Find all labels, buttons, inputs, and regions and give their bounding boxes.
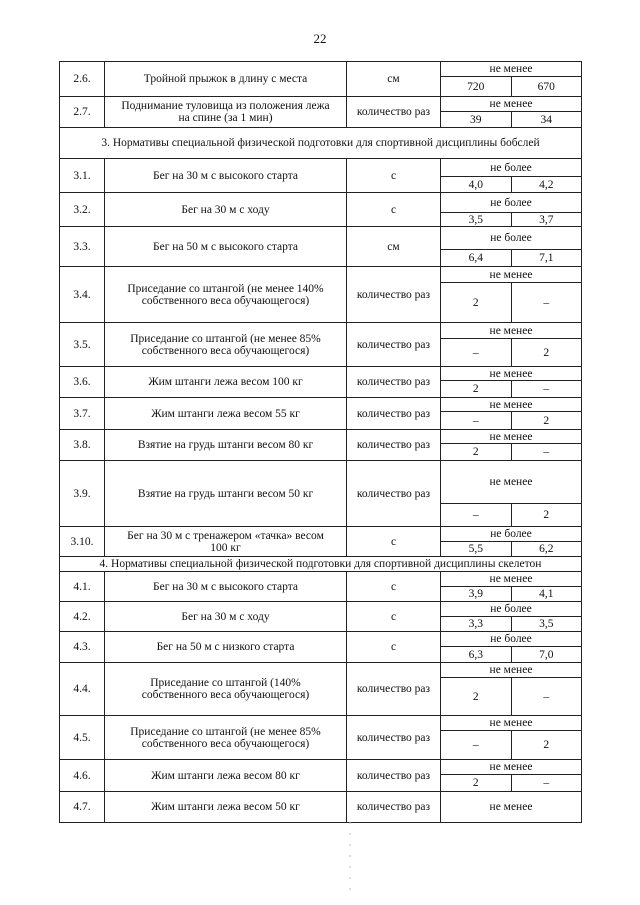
unit: количество раз (347, 792, 441, 823)
norm-value-1: 4,0 (468, 178, 483, 191)
unit: количество раз (347, 430, 441, 461)
exercise-name: Поднимание туловища из положения лежа на спине (за 1 мин) (105, 97, 347, 128)
item-number: 3.1. (60, 159, 105, 193)
norm-values (441, 602, 582, 632)
norm-label: не менее (441, 760, 581, 775)
norm-value-2: – (511, 283, 582, 322)
table-row (60, 792, 582, 823)
unit: с (347, 159, 441, 193)
norm-values (441, 62, 582, 97)
section-title: 3. Нормативы специальной физической подготовки для спортивной дисциплины бобслей (60, 128, 582, 159)
unit: количество раз (347, 461, 441, 527)
norm-label: не более (441, 227, 581, 250)
unit: количество раз (347, 323, 441, 367)
exercise-name: Жим штанги лежа весом 80 кг (105, 760, 347, 792)
norm-label: не более (441, 632, 581, 647)
item-number: 2.6. (60, 62, 105, 97)
exercise-name: Тройной прыжок в длину с места (105, 62, 347, 97)
table-row (60, 716, 582, 760)
norm-value-1: 720 (467, 80, 485, 93)
item-number: 3.6. (60, 367, 105, 398)
norm-values (441, 572, 582, 602)
norm-values (441, 193, 582, 227)
table-row (60, 527, 582, 557)
norm-values (441, 323, 582, 367)
table-row (60, 602, 582, 632)
norm-value-1: 6,3 (468, 648, 483, 661)
exercise-name: Бег на 50 м с низкого старта (105, 632, 347, 663)
table-row (60, 461, 582, 527)
norm-values (441, 398, 582, 430)
norm-value-2: 670 (511, 77, 582, 96)
norm-value-1: 39 (470, 113, 482, 126)
unit: количество раз (347, 760, 441, 792)
item-number: 4.5. (60, 716, 105, 760)
norm-values (441, 716, 582, 760)
unit: с (347, 527, 441, 557)
norm-label: не более (441, 159, 581, 177)
norm-value-2: 3,5 (511, 617, 582, 631)
norm-label: не менее (441, 663, 581, 678)
norm-value-1: 3,3 (468, 618, 483, 630)
unit: с (347, 632, 441, 663)
exercise-name: Бег на 30 м с тренажером «тачка» весом 100 кг (105, 527, 347, 557)
standards-table (59, 61, 582, 823)
unit: с (347, 602, 441, 632)
table-row (60, 159, 582, 193)
norm-value-1: 2 (472, 446, 479, 458)
table-row (60, 267, 582, 323)
unit: количество раз (347, 716, 441, 760)
item-number: 4.1. (60, 572, 105, 602)
norm-value-2: 2 (511, 504, 582, 526)
table-row (60, 572, 582, 602)
norm-value-1: 2 (472, 690, 479, 703)
norm-value-2: 4,1 (511, 587, 582, 601)
table-row (60, 227, 582, 267)
exercise-name: Приседание со штангой (не менее 85% собственного веса обучающегося) (105, 323, 347, 367)
norm-label: не более (441, 527, 581, 542)
exercise-name: Бег на 30 м с высокого старта (105, 159, 347, 193)
unit: количество раз (347, 97, 441, 128)
unit: с (347, 193, 441, 227)
norm-value-1: 6,4 (468, 252, 483, 264)
norm-values (441, 97, 582, 128)
norm-values: не менее (441, 792, 582, 823)
table-row (60, 323, 582, 367)
norm-value-2: 34 (511, 112, 582, 127)
norm-value-2: 6,2 (511, 542, 582, 556)
norm-value-2: – (511, 678, 582, 715)
section-title: 4. Нормативы специальной физической подготовки для спортивной дисциплины скелетон (60, 557, 582, 572)
norm-values (441, 461, 582, 527)
table-row (60, 367, 582, 398)
norm-label: не менее (441, 323, 581, 339)
norm-value-2: – (511, 381, 582, 397)
norm-value-2: 4,2 (511, 177, 582, 192)
norm-value-1: – (472, 346, 479, 359)
item-number: 4.3. (60, 632, 105, 663)
exercise-name: Взятие на грудь штанги весом 80 кг (105, 430, 347, 461)
unit: количество раз (347, 398, 441, 430)
norm-value-1: 2 (472, 296, 479, 309)
norm-label: не более (441, 602, 581, 617)
item-number: 2.7. (60, 97, 105, 128)
norm-value-2: 2 (511, 412, 582, 429)
exercise-name: Бег на 30 м с высокого старта (105, 572, 347, 602)
norm-value-2: 3,7 (511, 213, 582, 226)
norm-values (441, 760, 582, 792)
norm-value-2: – (511, 444, 582, 460)
scan-mark (349, 822, 351, 892)
section-header-row (60, 128, 582, 159)
page-number: 22 (313, 31, 327, 46)
exercise-name: Бег на 30 м с ходу (105, 193, 347, 227)
exercise-name: Приседание со штангой (не менее 85% собственного веса обучающегося) (105, 716, 347, 760)
norm-values (441, 632, 582, 663)
norm-label: не менее (441, 62, 581, 77)
norm-value-1: – (472, 509, 479, 521)
exercise-name: Взятие на грудь штанги весом 50 кг (105, 461, 347, 527)
item-number: 4.7. (60, 792, 105, 823)
norm-values (441, 663, 582, 716)
standards-table-body (60, 62, 582, 823)
norm-label: не менее (441, 716, 581, 731)
unit: количество раз (347, 663, 441, 716)
exercise-name: Жим штанги лежа весом 55 кг (105, 398, 347, 430)
norm-value-1: 3,9 (468, 588, 483, 600)
item-number: 3.5. (60, 323, 105, 367)
unit: количество раз (347, 267, 441, 323)
norm-label: не менее (441, 430, 581, 444)
norm-value-1: 5,5 (468, 543, 483, 555)
section-header-row (60, 557, 582, 572)
norm-label: не более (441, 193, 581, 213)
item-number: 3.3. (60, 227, 105, 267)
norm-values (441, 527, 582, 557)
unit: см (347, 62, 441, 97)
norm-value-1: – (472, 414, 479, 427)
unit: см (347, 227, 441, 267)
exercise-name: Бег на 30 м с ходу (105, 602, 347, 632)
item-number: 3.7. (60, 398, 105, 430)
table-row (60, 430, 582, 461)
table-row (60, 663, 582, 716)
item-number: 4.4. (60, 663, 105, 716)
table-row (60, 193, 582, 227)
norm-values (441, 267, 582, 323)
norm-value-1: 3,5 (468, 213, 483, 226)
norm-label: не менее (441, 461, 581, 504)
exercise-name: Приседание со штангой (140% собственного веса обучающегося) (105, 663, 347, 716)
table-row (60, 97, 582, 128)
exercise-name: Бег на 50 м с высокого старта (105, 227, 347, 267)
norm-value-1: 2 (472, 777, 479, 789)
item-number: 3.10. (60, 527, 105, 557)
norm-value-2: – (511, 775, 582, 791)
norm-label: не менее (441, 267, 581, 283)
table-row (60, 62, 582, 97)
table-row (60, 632, 582, 663)
unit: количество раз (347, 367, 441, 398)
item-number: 4.6. (60, 760, 105, 792)
norm-value-1: 2 (472, 383, 479, 395)
item-number: 3.8. (60, 430, 105, 461)
norm-label: не менее (441, 572, 581, 587)
norm-value-2: 2 (511, 339, 582, 366)
norm-values (441, 430, 582, 461)
norm-values (441, 367, 582, 398)
table-row (60, 760, 582, 792)
norm-value-2: 2 (511, 731, 582, 759)
norm-label: не менее (441, 398, 581, 412)
norm-value-2: 7,1 (511, 250, 582, 266)
norm-label: не менее (441, 97, 581, 112)
unit: с (347, 572, 441, 602)
item-number: 4.2. (60, 602, 105, 632)
norm-value-1: – (472, 739, 479, 751)
item-number: 3.9. (60, 461, 105, 527)
exercise-name: Приседание со штангой (не менее 140% собственного веса обучающегося) (105, 267, 347, 323)
item-number: 3.2. (60, 193, 105, 227)
item-number: 3.4. (60, 267, 105, 323)
table-row (60, 398, 582, 430)
exercise-name: Жим штанги лежа весом 100 кг (105, 367, 347, 398)
norm-label: не менее (441, 367, 581, 381)
norm-value-2: 7,0 (511, 647, 582, 662)
norm-values (441, 159, 582, 193)
norm-values (441, 227, 582, 267)
exercise-name: Жим штанги лежа весом 50 кг (105, 792, 347, 823)
